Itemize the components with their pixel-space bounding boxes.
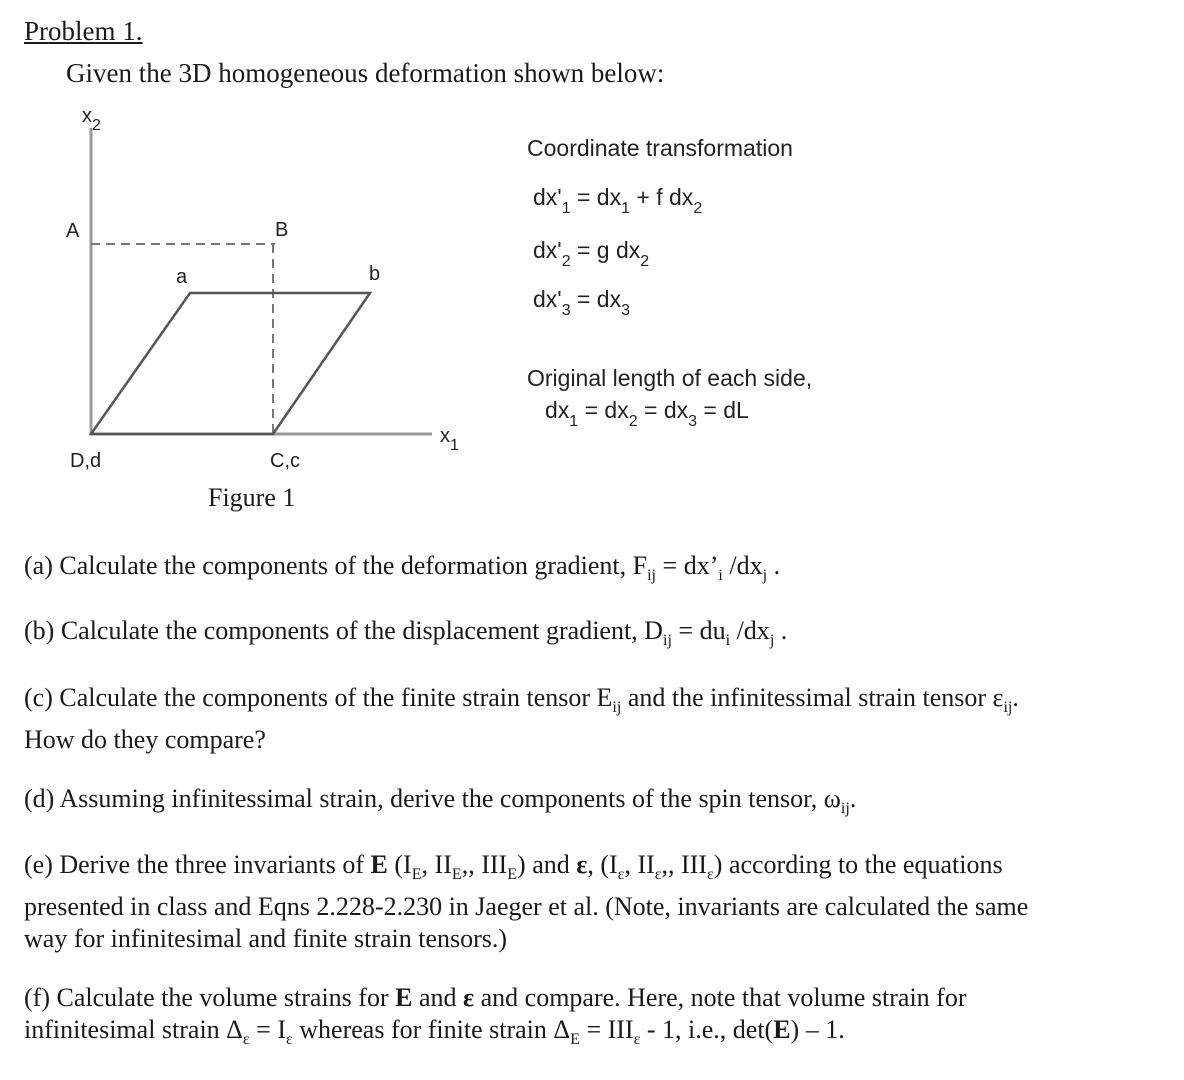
transformation-eq-3: $dx'_3 = dx_3$ [533, 286, 631, 319]
transformation-heading: Coordinate transformation [527, 135, 793, 161]
point-B-label: B [275, 219, 289, 241]
x1-axis-label: $x_1$ [440, 425, 459, 454]
question-f: (f) Calculate the volume strains for E and ε and compare. Here, note that volume strain for infinitesimal strain $\Delta_\varepsilon = I_\varepsilon$ whereas for finite strain $\Delta_E = III_\varepsilon - 1$, i.e., det(E) – 1. [24, 983, 967, 1049]
question-b: (b) Calculate the components of the displacement gradient, $D_{ij} = du_i$ $/dx_j$ . [24, 616, 788, 650]
original-length-heading: Original length of each side, [527, 365, 813, 391]
point-Cc-label: C,c [270, 450, 300, 472]
question-c: (c) Calculate the components of the finite strain tensor $E_{ij}$ and the infinitessimal strain tensor $\varepsilon_{ij}$. How do they compare? [24, 683, 1019, 755]
original-length-equation: $dx_1 = dx_2 = dx_3$ = dL [545, 397, 749, 430]
question-d: (d) Assuming infinitessimal strain, derive the components of the spin tensor, $\omega_{ij}$. [24, 784, 857, 818]
point-b-label: b [369, 263, 381, 285]
x2-axis-label: $x_2$ [82, 105, 101, 134]
question-a: (a) Calculate the components of the deformation gradient, $F_{ij}$ = $dx’_i$ $/dx_j$ . [24, 551, 781, 585]
point-a-label: a [176, 266, 188, 288]
problem-intro: Given the 3D homogeneous deformation shown below: [66, 58, 665, 88]
transformation-eq-1: $dx'_1 = dx_1 + f$ $dx_2$ [533, 184, 703, 217]
point-A-label: A [66, 220, 80, 242]
question-e: (e) Derive the three invariants of E ($I_E$, $II_E$,, $III_E$) and ε, ($I_\varepsilon$, $II_\varepsilon$,, $III_\varepsilon$) according to the equations presented in class and Eqns 2.228-2.230 in Jaeger et al. (Note, invariants are calculated the same way for infinitesimal and finite strain tensors.) [24, 850, 1029, 954]
point-Dd-label: D,d [70, 450, 102, 472]
deformed-parallelogram [91, 293, 370, 434]
transformation-eq-2: $dx'_2 = g$ $dx_2$ [533, 237, 650, 270]
problem-title: Problem 1. [24, 16, 143, 46]
figure-caption: Figure 1 [208, 483, 296, 512]
